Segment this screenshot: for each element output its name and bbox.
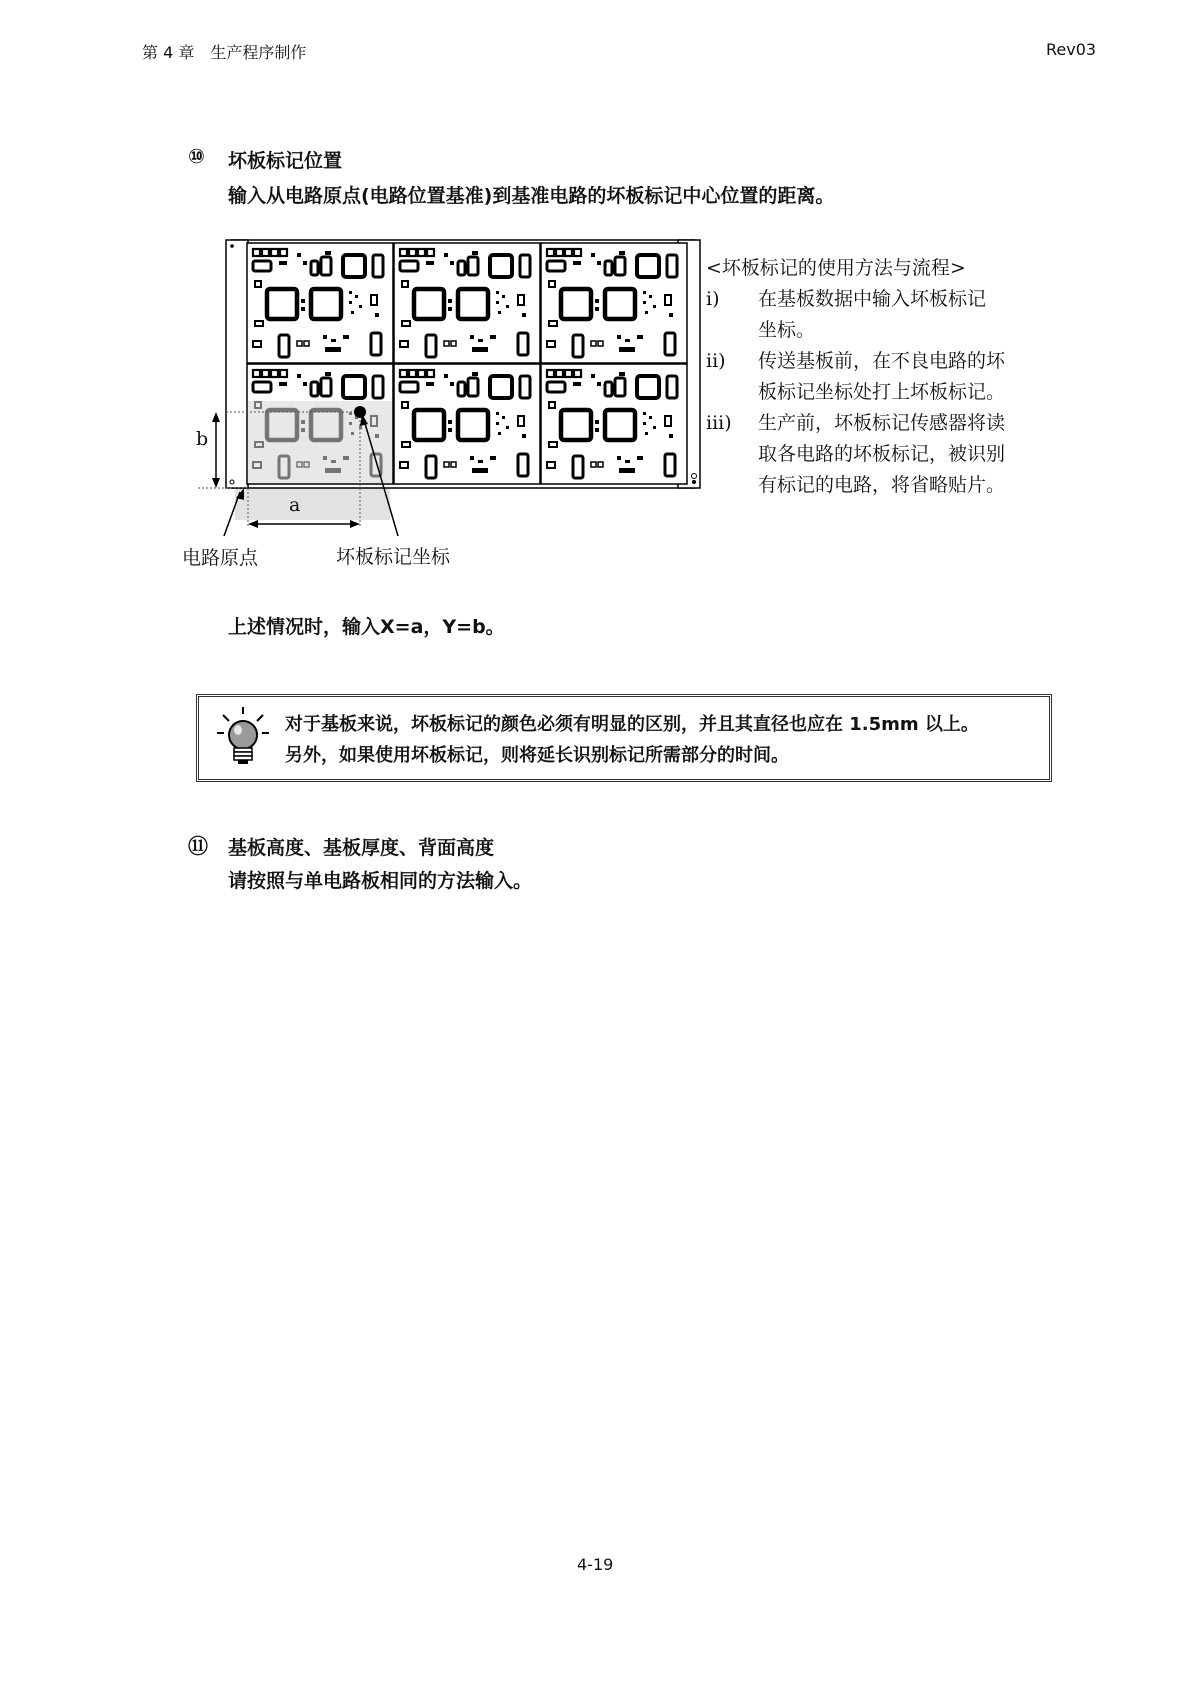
- usage-step-1: [706, 284, 1046, 346]
- chapter-header: 第 4 章 生产程序制作: [142, 43, 307, 62]
- tip-box: [196, 694, 1052, 782]
- section-10-description: 输入从电路原点(电路位置基准)到基准电路的坏板标记中心位置的距离。: [228, 185, 835, 207]
- usage-steps: [706, 253, 1046, 501]
- dimension-b-label: b: [196, 428, 209, 450]
- step-1-line-2: 坐标。: [758, 319, 816, 341]
- usage-step-2: [706, 346, 1046, 408]
- usage-heading: <坏板标记的使用方法与流程>: [706, 257, 966, 279]
- usage-step-3: [706, 408, 1046, 501]
- section-11-number: ⑪: [188, 834, 208, 858]
- section-11-description: 请按照与单电路板相同的方法输入。: [228, 870, 533, 892]
- section-11-title: 基板高度、基板厚度、背面高度: [228, 837, 495, 859]
- tip-line-1: 对于基板来说，坏板标记的颜色必须有明显的区别，并且其直径也应在 1.5mm 以上。: [285, 714, 979, 735]
- step-3-marker: iii): [706, 412, 732, 434]
- bad-mark-figure: [180, 236, 710, 576]
- tip-text: [285, 709, 979, 771]
- step-3-line-3: 有标记的电路，将省略贴片。: [758, 474, 1006, 496]
- revision-label: Rev03: [1046, 40, 1097, 59]
- tip-line-2: 另外，如果使用坏板标记，则将延长识别标记所需部分的时间。: [285, 745, 789, 766]
- section-10-title: 坏板标记位置: [228, 150, 343, 172]
- step-2-line-1: 传送基板前，在不良电路的坏: [758, 350, 1006, 372]
- section-10-number: ⑩: [188, 144, 205, 168]
- lightbulb-icon: [215, 705, 271, 767]
- input-note: 上述情况时，输入X=a，Y=b。: [228, 616, 505, 638]
- step-3-line-2: 取各电路的坏板标记，被识别: [758, 443, 1006, 465]
- origin-label: 电路原点: [182, 547, 259, 569]
- step-1-marker: i): [706, 288, 720, 310]
- dimension-a-label: a: [289, 494, 301, 516]
- bad-mark-coordinate-label: 坏板标记坐标: [336, 546, 451, 568]
- step-3-line-1: 生产前，坏板标记传感器将读: [758, 412, 1006, 434]
- step-2-marker: ii): [706, 350, 726, 372]
- page-number: 4-19: [577, 1555, 614, 1574]
- step-2-line-2: 板标记坐标处打上坏板标记。: [758, 381, 1006, 403]
- step-1-line-1: 在基板数据中输入坏板标记: [758, 288, 987, 310]
